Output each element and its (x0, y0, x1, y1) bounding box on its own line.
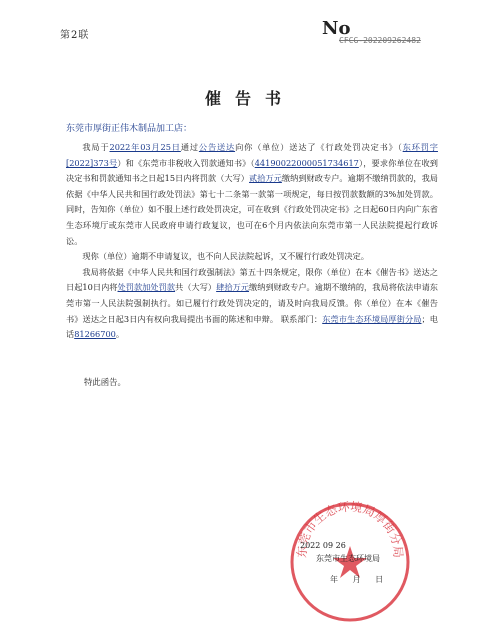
document-title: 催告书 (204, 89, 295, 108)
date-labels: 年 月 日 (330, 575, 390, 584)
fine-amount: 贰拾万元 (249, 173, 282, 184)
document-body (66, 140, 438, 343)
serial-number: CFCG-202209262482 (339, 36, 421, 45)
closing-remark: 特此函告。 (84, 377, 126, 387)
contact-phone: 81266700 (74, 329, 116, 340)
signature-date: 2022 09 26 (300, 541, 346, 550)
paragraph-notice: 我局于2022年03月25日通过公告送达向你（单位）送达了《行政处罚决定书》（东环罚字[2022]373号）和《东莞市非税收入罚款通知书》（44190022000051734617），要求你单位在收到决定书和罚款通知书之日起15日内将罚款（大写）贰拾万元缴纳到财政专户。逾期不缴纳罚款的，我局依据《中华人民共和国行政处罚法》第七十二条第一款第一项规定，每日按罚款数额的3%加处罚款。同时，告知你（单位）如不服上述行政处罚决定，可在收到《行政处罚决定书》之日起60日内向广东省生态环境厅或东莞市人民政府申请行政复议，也可在6个月内依法向东莞市第一人民法院提起行政诉讼。 (66, 142, 438, 246)
copy-number: 第2联 (60, 30, 90, 41)
recipient: 东莞市厚街正伟木制品加工店： (66, 124, 193, 134)
service-method: 公告送达 (198, 142, 236, 152)
penalty-item: 处罚款加处罚款 (117, 282, 176, 293)
seal-text: 东莞市生态环境局厚街分局 (294, 499, 406, 559)
issuing-authority: 东莞市生态环境局 (316, 554, 380, 563)
paragraph-demand: 我局将依据《中华人民共和国行政强制法》第五十四条规定，限你（单位）在本《催告书》送达之日起10日内将处罚款加处罚款共（大写）肆拾万元缴纳到财政专户。逾期不缴纳的，我局将依法申请东莞市第一人民法院强制执行。如已履行行政处罚决定的，请及时向我局反馈。你（单位）在本《催告书》送达之日起3日内有权向我局提出书面的陈述和申辩。 联系部门：东莞市生态环境局厚街分局；电话81266700。 (66, 266, 438, 340)
decision-number: 东环罚字[2022]373号 (66, 142, 438, 168)
number-label: No (322, 18, 351, 39)
service-date: 2022年03月25日 (109, 142, 181, 152)
paragraph-status: 现你（单位）逾期不申请复议，也不向人民法院起诉，又不履行行政处罚决定。 (82, 251, 369, 262)
contact-department: 东莞市生态环境局厚街分局 (322, 313, 422, 324)
total-amount: 肆拾万元 (216, 282, 250, 293)
notice-number: 44190022000051734617 (254, 157, 359, 168)
